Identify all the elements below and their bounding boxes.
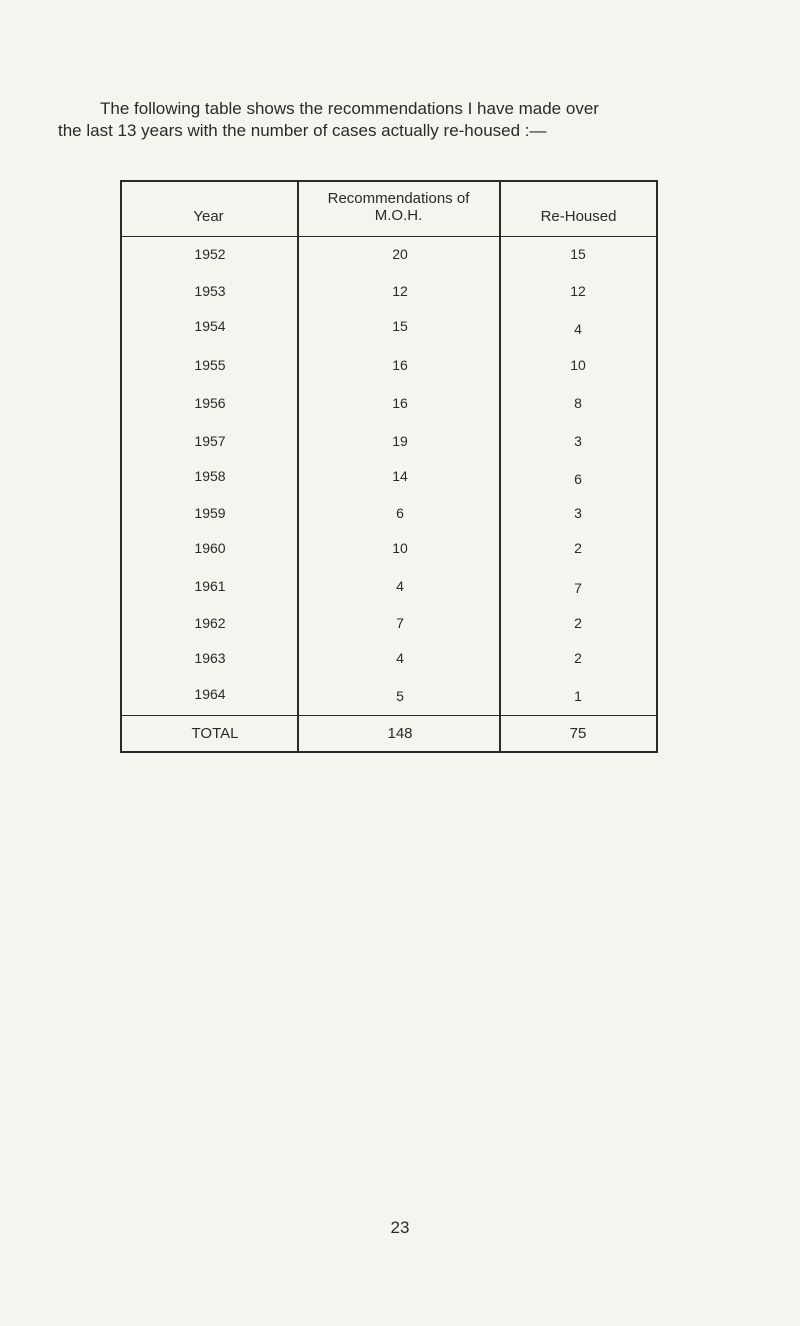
row-1953-recommendations: 12 <box>392 283 408 299</box>
header-rehoused: Re-Housed <box>540 208 617 225</box>
row-1960-year: 1960 <box>194 540 226 556</box>
row-1954-rehoused: 4 <box>574 321 582 337</box>
column-divider-2 <box>499 180 501 753</box>
row-1963-rehoused: 2 <box>574 650 582 666</box>
row-1960-rehoused: 2 <box>574 540 582 556</box>
row-1956-recommendations: 16 <box>392 395 408 411</box>
row-1959-rehoused: 3 <box>574 505 582 521</box>
table-left-rule <box>120 180 122 753</box>
row-1964-recommendations: 5 <box>396 688 404 704</box>
intro-line-2: the last 13 years with the number of cases actually re-housed :— <box>58 121 547 140</box>
row-1962-rehoused: 2 <box>574 615 582 631</box>
row-1955-year: 1955 <box>194 357 226 373</box>
page-number: 23 <box>390 1218 410 1237</box>
row-1962-recommendations: 7 <box>396 615 404 631</box>
total-recommendations: 148 <box>387 725 413 742</box>
row-1954-year: 1954 <box>194 318 226 334</box>
header-recommendations-line-2: M.O.H. <box>374 207 423 224</box>
row-1954-recommendations: 15 <box>392 318 408 334</box>
column-divider-1 <box>297 180 299 753</box>
row-1963-recommendations: 4 <box>396 650 404 666</box>
table-bottom-rule <box>120 751 658 753</box>
row-1960-recommendations: 10 <box>392 540 408 556</box>
row-1953-year: 1953 <box>194 283 226 299</box>
row-1952-year: 1952 <box>194 246 226 262</box>
row-1957-recommendations: 19 <box>392 433 408 449</box>
row-1959-recommendations: 6 <box>396 505 404 521</box>
row-1956-rehoused: 8 <box>574 395 582 411</box>
row-1961-year: 1961 <box>194 578 226 594</box>
row-1952-rehoused: 15 <box>570 246 586 262</box>
row-1958-rehoused: 6 <box>574 471 582 487</box>
row-1959-year: 1959 <box>194 505 226 521</box>
row-1962-year: 1962 <box>194 615 226 631</box>
row-1956-year: 1956 <box>194 395 226 411</box>
row-1957-year: 1957 <box>194 433 226 449</box>
row-1961-rehoused: 7 <box>574 580 582 596</box>
intro-paragraph <box>58 98 748 142</box>
row-1961-recommendations: 4 <box>396 578 404 594</box>
rehousing-table <box>120 180 658 753</box>
header-recommendations-line-1: Recommendations of <box>327 190 470 207</box>
header-separator <box>120 236 658 237</box>
row-1963-year: 1963 <box>194 650 226 666</box>
row-1952-recommendations: 20 <box>392 246 408 262</box>
row-1958-recommendations: 14 <box>392 468 408 484</box>
header-year: Year <box>193 208 224 225</box>
intro-line-1: The following table shows the recommendations I have made over <box>100 99 599 118</box>
total-label: TOTAL <box>191 725 239 742</box>
total-rehoused: 75 <box>569 725 587 742</box>
row-1955-recommendations: 16 <box>392 357 408 373</box>
row-1955-rehoused: 10 <box>570 357 586 373</box>
total-separator <box>120 715 658 716</box>
table-top-rule <box>120 180 658 182</box>
row-1964-rehoused: 1 <box>574 688 582 704</box>
table-right-rule <box>656 180 658 753</box>
row-1953-rehoused: 12 <box>570 283 586 299</box>
row-1964-year: 1964 <box>194 686 226 702</box>
row-1957-rehoused: 3 <box>574 433 582 449</box>
row-1958-year: 1958 <box>194 468 226 484</box>
